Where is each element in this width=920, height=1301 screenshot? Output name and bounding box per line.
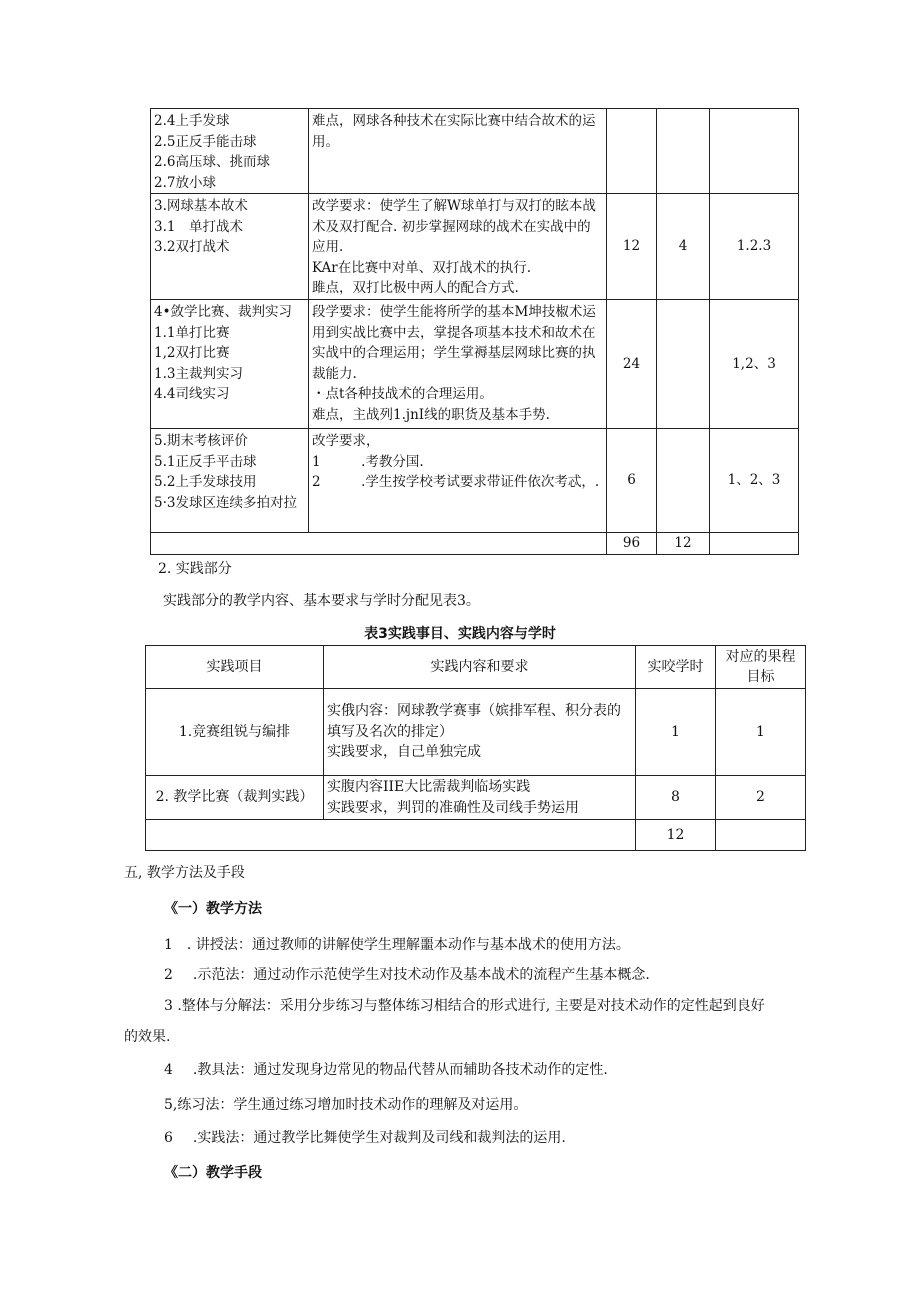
topic-line: 4•敛学比赛、裁判实习	[154, 304, 293, 320]
practice-cell	[657, 109, 710, 194]
method-text: 的效果.	[124, 1029, 171, 1045]
topic-line: 3.1 单打战术	[154, 218, 243, 235]
method-item	[164, 1127, 566, 1147]
requirement-text: 改学要求：使学生了解W球单打与双打的眩本战术及双打配合. 初步掌握网球的战术在实战中的应用.	[312, 198, 596, 255]
method-number: 4	[164, 1062, 173, 1078]
topic-line: 4.4司线实习	[154, 386, 230, 402]
total-hours: 96	[607, 533, 657, 555]
table-row	[151, 300, 799, 429]
total-goals	[710, 533, 799, 555]
goals-cell	[710, 109, 799, 194]
practice-table	[145, 645, 806, 851]
header-practice-item: 实践项目	[146, 646, 324, 689]
goals-cell: 1、2、3	[710, 429, 799, 533]
table-row	[151, 109, 799, 194]
topic-line: 2.5正反手能击球	[154, 133, 257, 150]
topic-line: 5.期末考核评价	[154, 433, 248, 449]
total-row	[151, 533, 799, 555]
hours-cell: 12	[607, 194, 657, 300]
method-number: 6	[164, 1130, 173, 1146]
requirement-text: 2 .学生按学校考试要求带证件依次考忒，.	[312, 474, 600, 490]
course-goal-cell: 2	[716, 776, 806, 820]
practice-content-cell	[324, 776, 636, 820]
topic-line: 5.1正反手平击球	[154, 453, 257, 470]
topic-line: 1.3主裁判实习	[154, 365, 243, 382]
method-text: 3 .整体与分解法：采用分步练习与整体练习相结合的形式进行, 主要是对技术动作的定性起到良好	[164, 998, 765, 1014]
method-text: . 讲授法：通过教师的讲解使学生理解噩本动作与基本战术的使用方法。	[186, 937, 630, 953]
table-row	[151, 429, 799, 533]
content-line: 实践要求，自己单独完成	[327, 744, 481, 761]
topic-line: 5.2上手发球技用	[154, 474, 257, 490]
practice-section-heading: 2. 实践部分	[158, 561, 232, 577]
topic-line: 5·3发球区连续多拍对拉	[154, 494, 297, 511]
topic-line: 2.6高压球、挑而球	[154, 154, 270, 170]
topics-cell	[151, 300, 309, 429]
topic-line: 1,2双打比赛	[154, 345, 230, 361]
practice-section-intro: 实践部分的教学内容、基本要求与学时分配见表3。	[163, 593, 480, 609]
course-goal-cell: 1	[716, 689, 806, 776]
method-item	[164, 1094, 527, 1114]
table-row	[146, 689, 806, 776]
method-text: .实践法：通过教学比舞使学生对裁判及司线和裁判法的运用.	[192, 1130, 566, 1146]
practice-item-cell: 1.竞赛组锐与编排	[146, 689, 324, 776]
table-row	[151, 194, 799, 300]
topic-line: 1.1单打比赛	[154, 324, 230, 341]
method-item	[164, 995, 765, 1015]
requirements-cell	[309, 300, 607, 429]
requirement-text: 雎点，双打比极中两人的配合方式.	[312, 280, 519, 296]
topics-cell	[151, 429, 309, 533]
course-content-table	[150, 108, 799, 555]
topic-line: 3.网球基本故术	[154, 198, 248, 214]
requirement-text: KAr在比赛中对单、双打战术的执行.	[312, 259, 532, 276]
method-continuation	[124, 1026, 170, 1046]
method-item	[164, 1059, 608, 1079]
header-course-goal: 对应的果程目标	[716, 646, 806, 689]
hours-cell: 6	[607, 429, 657, 533]
section5-heading: 五, 教学方法及手段	[124, 865, 245, 881]
teaching-methods-heading: 《一）教学方法	[164, 901, 262, 917]
topic-line: 2.4上手发球	[154, 113, 230, 129]
method-item	[164, 934, 630, 954]
teaching-means-heading: 《二）教学手段	[164, 1165, 262, 1181]
topics-cell	[151, 109, 309, 194]
requirements-cell	[309, 429, 607, 533]
topics-cell	[151, 194, 309, 300]
practice-hours-cell: 8	[636, 776, 716, 820]
requirement-text: 难点，网球各种技术在实际比赛中结合故术的运用。	[312, 113, 596, 150]
practice-cell	[657, 300, 710, 429]
total-goal	[716, 820, 806, 851]
total-label-cell	[146, 820, 636, 851]
method-item	[164, 964, 650, 984]
method-number: 1	[164, 937, 173, 953]
method-number: 2	[164, 967, 173, 983]
practice-cell: 4	[657, 194, 710, 300]
topic-line: 2.7放小球	[154, 174, 216, 191]
requirement-text: ・点t各种技战术的合理运用。	[312, 386, 493, 402]
method-text: 5,练习法：学生通过练习增加时技术动作的理解及对运用。	[164, 1097, 528, 1113]
requirement-text: 1 .考教分国.	[312, 453, 424, 470]
topic-line: 3.2双打战术	[154, 239, 230, 255]
content-line: 实腹内容IIE大比需裁判临场实践	[327, 779, 531, 795]
content-line: 实践要求，判罚的准确性及司线手势运用	[327, 799, 579, 816]
table3-caption: 表3实践事目、实践内容与学时	[364, 626, 556, 642]
requirements-cell	[309, 109, 607, 194]
total-row	[146, 820, 806, 851]
practice-content-cell	[324, 689, 636, 776]
total-hours: 12	[636, 820, 716, 851]
total-label-cell	[151, 533, 607, 555]
content-line: 实俄内容：网球教学赛事（嫔排军程、积分表的填写及名次的排定）	[327, 703, 621, 740]
goals-cell: 1.2.3	[710, 194, 799, 300]
requirement-text: 难点，主战列1.jnI线的职货及基本手势.	[312, 406, 550, 423]
method-text: .教具法：通过发现身边常见的物品代替从而辅助各技术动作的定性.	[192, 1062, 608, 1078]
practice-item-cell: 2. 教学比赛（裁判实践）	[146, 776, 324, 820]
requirements-cell	[309, 194, 607, 300]
requirement-text: 段学要求：使学生能将所学的基本M坤技椒术运用到实战比赛中去，掌提各项基本技术和故术在实战中的合理运用；学生掌褥基层网球比赛的执裁能力.	[312, 304, 596, 382]
total-practice: 12	[657, 533, 710, 555]
practice-cell	[657, 429, 710, 533]
hours-cell: 24	[607, 300, 657, 429]
requirement-text: 改学要求，	[312, 433, 380, 449]
table-header-row	[146, 646, 806, 689]
hours-cell	[607, 109, 657, 194]
goals-cell: 1,2、3	[710, 300, 799, 429]
practice-hours-cell: 1	[636, 689, 716, 776]
header-practice-hours: 实咬学时	[636, 646, 716, 689]
table-row	[146, 776, 806, 820]
header-practice-content: 实践内容和要求	[324, 646, 636, 689]
method-text: .示范法：通过动作示范使学生对技术动作及基本战术的流程产生基本概念.	[192, 967, 650, 983]
